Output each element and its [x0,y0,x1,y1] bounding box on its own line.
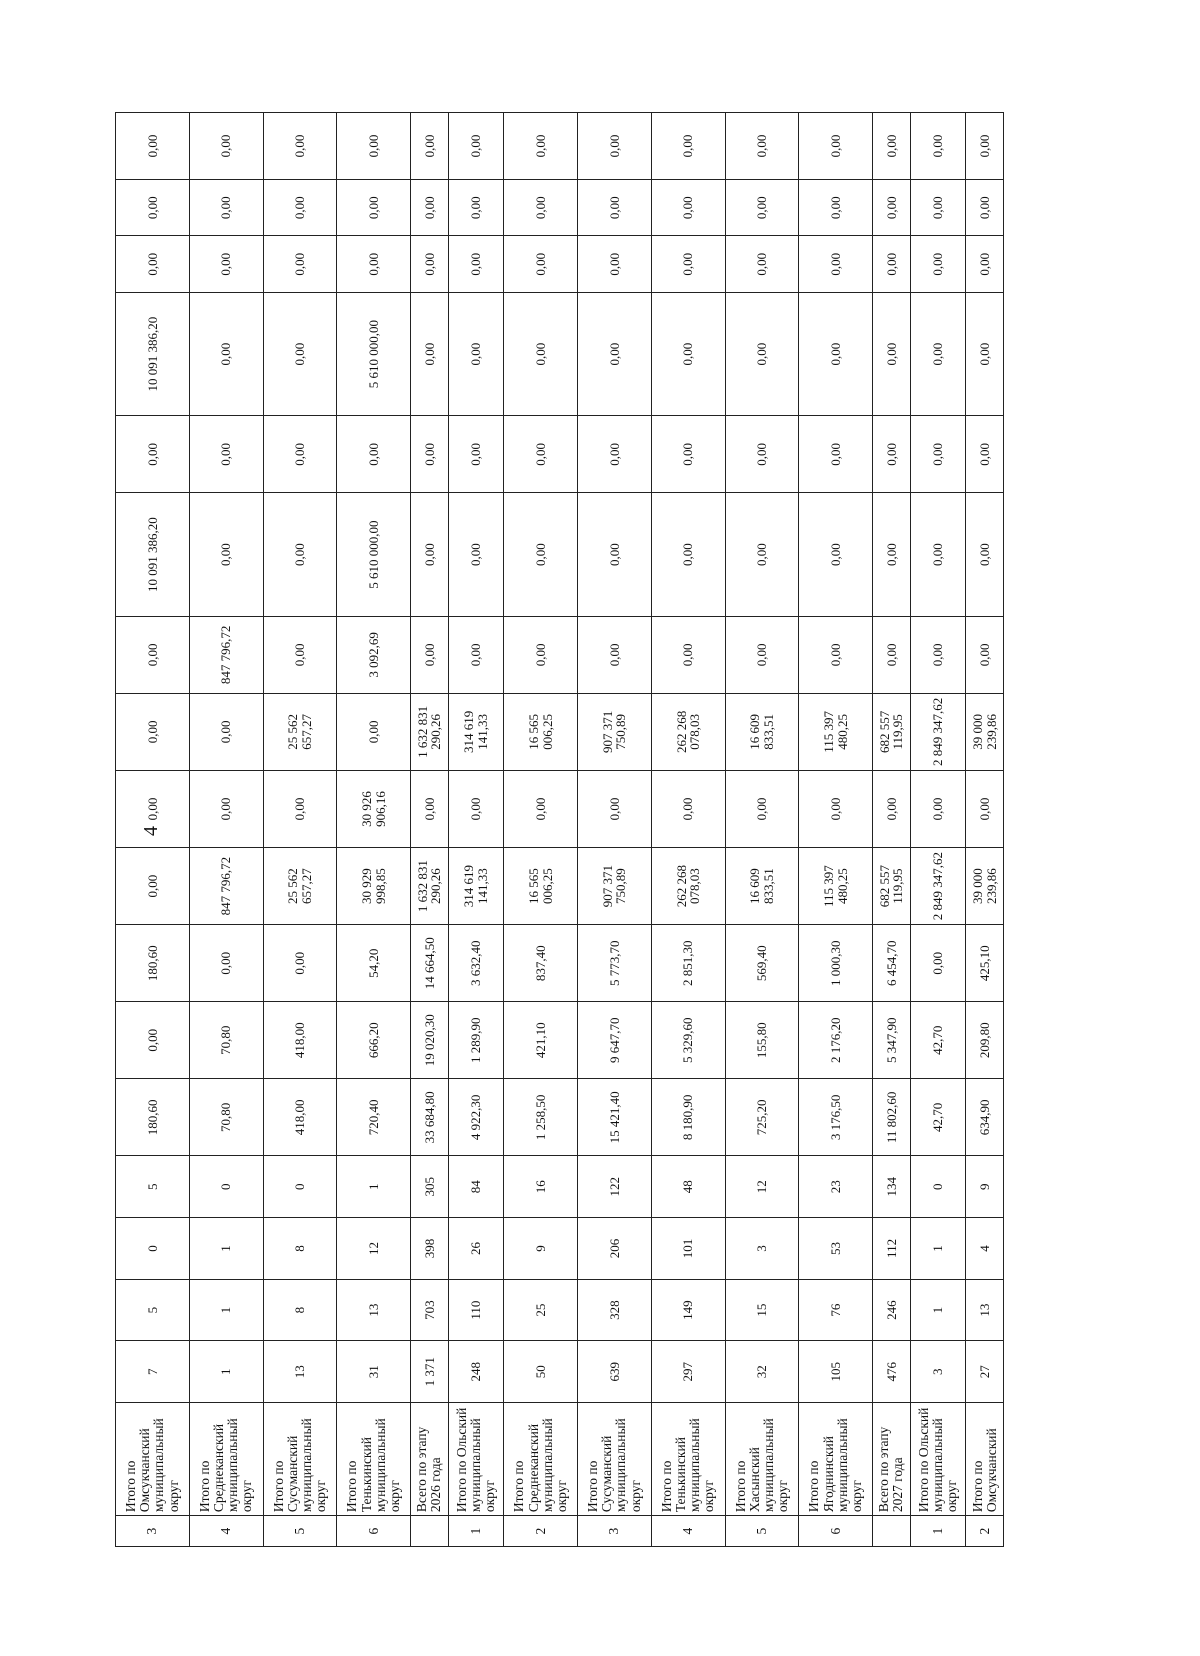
value-cell: 476 [873,1341,911,1403]
value-cell: 0,00 [337,113,411,180]
value-cell: 0,00 [116,770,190,847]
value-cell: 9 647,70 [578,1002,652,1079]
value-cell: 13 [966,1279,1004,1341]
row-number: 4 [189,1516,263,1547]
value-cell: 0,00 [337,416,411,493]
value-cell: 3 [910,1341,966,1403]
value-cell: 0,00 [263,925,337,1002]
value-cell: 0,00 [504,416,578,493]
value-cell: 314 619 141,33 [448,848,504,925]
table-row [504,113,578,1547]
value-cell: 0,00 [411,113,449,180]
value-cell: 0,00 [189,925,263,1002]
value-cell: 2 849 347,62 [910,693,966,770]
value-cell: 0,00 [651,113,725,180]
value-cell: 1 258,50 [504,1079,578,1156]
value-cell: 0,00 [263,770,337,847]
value-cell: 0,00 [799,616,873,693]
value-cell: 0,00 [651,770,725,847]
value-cell: 1 632 831 290,26 [411,693,449,770]
value-cell: 5 773,70 [578,925,652,1002]
value-cell: 180,60 [116,1079,190,1156]
value-cell: 1 371 [411,1341,449,1403]
value-cell: 5 [116,1156,190,1218]
value-cell: 0,00 [411,493,449,616]
row-label: Итого по Омсукчанский муниципальный округ [116,1403,190,1516]
value-cell: 115 397 480,25 [799,848,873,925]
value-cell: 25 562 657,27 [263,693,337,770]
value-cell: 0,00 [448,179,504,236]
value-cell: 3 176,50 [799,1079,873,1156]
table-row [651,113,725,1547]
value-cell: 6 454,70 [873,925,911,1002]
value-cell: 5 610 000,00 [337,292,411,415]
value-cell: 262 268 078,03 [651,848,725,925]
value-cell: 0,00 [337,236,411,293]
value-cell: 0,00 [504,493,578,616]
value-cell: 666,20 [337,1002,411,1079]
value-cell: 0,00 [116,179,190,236]
value-cell: 0,00 [411,416,449,493]
value-cell: 682 557 119,95 [873,693,911,770]
value-cell: 0,00 [448,416,504,493]
value-cell: 84 [448,1156,504,1218]
value-cell: 425,10 [966,925,1004,1002]
value-cell: 0,00 [116,848,190,925]
value-cell: 0,00 [578,416,652,493]
value-cell: 0,00 [799,179,873,236]
value-cell: 246 [873,1279,911,1341]
row-label: Итого по Сусуманский муниципальный округ [263,1403,337,1516]
value-cell: 0,00 [725,416,799,493]
value-cell: 1 [189,1341,263,1403]
value-cell: 0,00 [725,113,799,180]
value-cell: 105 [799,1341,873,1403]
value-cell: 0,00 [504,616,578,693]
value-cell: 847 796,72 [189,848,263,925]
value-cell: 42,70 [910,1002,966,1079]
value-cell: 0 [910,1156,966,1218]
value-cell: 0,00 [910,925,966,1002]
row-number: 2 [504,1516,578,1547]
value-cell: 134 [873,1156,911,1218]
value-cell: 703 [411,1279,449,1341]
value-cell: 634,90 [966,1079,1004,1156]
value-cell: 0,00 [966,292,1004,415]
value-cell: 0,00 [966,236,1004,293]
value-cell: 0,00 [873,292,911,415]
value-cell: 0,00 [578,616,652,693]
value-cell: 0,00 [411,616,449,693]
row-number [873,1516,911,1547]
value-cell: 0,00 [189,416,263,493]
value-cell: 0,00 [651,493,725,616]
value-cell: 4 922,30 [448,1079,504,1156]
value-cell: 0,00 [578,113,652,180]
value-cell: 0,00 [337,693,411,770]
value-cell: 0,00 [578,292,652,415]
value-cell: 1 [910,1279,966,1341]
value-cell: 19 020,30 [411,1002,449,1079]
value-cell: 0,00 [799,493,873,616]
value-cell: 0,00 [116,113,190,180]
value-cell: 0,00 [578,179,652,236]
value-cell: 1 [189,1279,263,1341]
value-cell: 33 684,80 [411,1079,449,1156]
value-cell: 12 [337,1218,411,1280]
value-cell: 10 091 386,20 [116,292,190,415]
value-cell: 0,00 [116,416,190,493]
row-number: 5 [725,1516,799,1547]
value-cell: 0,00 [448,236,504,293]
row-number: 6 [799,1516,873,1547]
value-cell: 0,00 [725,236,799,293]
value-cell: 1 000,30 [799,925,873,1002]
value-cell: 0 [189,1156,263,1218]
value-cell: 0,00 [910,113,966,180]
value-cell: 720,40 [337,1079,411,1156]
value-cell: 0,00 [873,493,911,616]
table-row [411,113,449,1547]
value-cell: 53 [799,1218,873,1280]
value-cell: 297 [651,1341,725,1403]
value-cell: 9 [504,1218,578,1280]
table-row [337,113,411,1547]
value-cell: 837,40 [504,925,578,1002]
value-cell: 0,00 [189,113,263,180]
value-cell: 0,00 [411,292,449,415]
table-row [263,113,337,1547]
row-number: 2 [966,1516,1004,1547]
value-cell: 847 796,72 [189,616,263,693]
value-cell: 0,00 [504,236,578,293]
value-cell: 25 [504,1279,578,1341]
value-cell: 76 [799,1279,873,1341]
value-cell: 0,00 [966,179,1004,236]
value-cell: 0,00 [504,770,578,847]
value-cell: 155,80 [725,1002,799,1079]
value-cell: 0,00 [189,179,263,236]
rotated-table-container [115,112,1004,1547]
value-cell: 0,00 [651,236,725,293]
table-row [448,113,504,1547]
value-cell: 0,00 [966,616,1004,693]
value-cell: 0,00 [966,416,1004,493]
row-label: Итого по Тенькинский муниципальный округ [337,1403,411,1516]
row-label: Всего по этапу 2026 года [411,1403,449,1516]
row-label: Итого по Ольский муниципальный округ [448,1403,504,1516]
table-row [799,113,873,1547]
value-cell: 328 [578,1279,652,1341]
value-cell: 0,00 [910,493,966,616]
row-number: 5 [263,1516,337,1547]
value-cell: 0,00 [189,693,263,770]
value-cell: 418,00 [263,1002,337,1079]
value-cell: 0,00 [725,493,799,616]
row-label: Итого по Сусуманский муниципальный округ [578,1403,652,1516]
table-row [189,113,263,1547]
value-cell: 1 [337,1156,411,1218]
value-cell: 2 851,30 [651,925,725,1002]
value-cell: 12 [725,1156,799,1218]
value-cell: 13 [263,1341,337,1403]
value-cell: 0,00 [189,292,263,415]
table-row [116,113,190,1547]
value-cell: 725,20 [725,1079,799,1156]
value-cell: 0,00 [448,616,504,693]
value-cell: 16 [504,1156,578,1218]
table-row [725,113,799,1547]
value-cell: 0,00 [116,693,190,770]
value-cell: 112 [873,1218,911,1280]
value-cell: 0,00 [651,416,725,493]
value-cell: 907 371 750,89 [578,693,652,770]
value-cell: 5 [116,1279,190,1341]
value-cell: 0,00 [504,179,578,236]
value-cell: 0,00 [910,770,966,847]
value-cell: 0,00 [873,113,911,180]
value-cell: 0,00 [910,616,966,693]
value-cell: 0,00 [263,493,337,616]
value-cell: 1 632 831 290,26 [411,848,449,925]
page-number-label: 4 [140,826,162,836]
table-row [578,113,652,1547]
value-cell: 0,00 [504,292,578,415]
value-cell: 0,00 [873,179,911,236]
value-cell: 48 [651,1156,725,1218]
value-cell: 3 092,69 [337,616,411,693]
value-cell: 206 [578,1218,652,1280]
value-cell: 1 289,90 [448,1002,504,1079]
row-label: Итого по Среднеканский муниципальный округ [189,1403,263,1516]
value-cell: 0,00 [910,416,966,493]
value-cell: 1 [189,1218,263,1280]
value-cell: 4 [966,1218,1004,1280]
value-cell: 180,60 [116,925,190,1002]
value-cell: 16 609 833,51 [725,848,799,925]
value-cell: 0,00 [504,113,578,180]
value-cell: 39 000 239,86 [966,693,1004,770]
value-cell: 0,00 [873,236,911,293]
value-cell: 0,00 [116,1002,190,1079]
value-cell: 209,80 [966,1002,1004,1079]
value-cell: 3 [725,1218,799,1280]
table-row [873,113,911,1547]
value-cell: 569,40 [725,925,799,1002]
row-number: 6 [337,1516,411,1547]
value-cell: 0,00 [725,616,799,693]
value-cell: 0,00 [910,179,966,236]
value-cell: 0 [263,1156,337,1218]
value-cell: 15 421,40 [578,1079,652,1156]
value-cell: 0,00 [448,493,504,616]
value-cell: 7 [116,1341,190,1403]
value-cell: 16 565 006,25 [504,848,578,925]
row-label: Итого по Ольский муниципальный округ [910,1403,966,1516]
value-cell: 0,00 [411,770,449,847]
value-cell: 25 562 657,27 [263,848,337,925]
value-cell: 0 [116,1218,190,1280]
row-label: Итого по Ягоднинский муниципальный округ [799,1403,873,1516]
value-cell: 0,00 [910,236,966,293]
value-cell: 14 664,50 [411,925,449,1002]
value-cell: 0,00 [799,292,873,415]
value-cell: 101 [651,1218,725,1280]
row-number: 1 [448,1516,504,1547]
value-cell: 11 802,60 [873,1079,911,1156]
value-cell: 16 609 833,51 [725,693,799,770]
value-cell: 682 557 119,95 [873,848,911,925]
value-cell: 13 [337,1279,411,1341]
value-cell: 10 091 386,20 [116,493,190,616]
row-label: Итого по Среднеканский муниципальный округ [504,1403,578,1516]
value-cell: 32 [725,1341,799,1403]
value-cell: 1 [910,1218,966,1280]
value-cell: 70,80 [189,1079,263,1156]
value-cell: 23 [799,1156,873,1218]
value-cell: 8 [263,1218,337,1280]
value-cell: 39 000 239,86 [966,848,1004,925]
value-cell: 0,00 [411,179,449,236]
data-table [115,112,1004,1547]
value-cell: 8 180,90 [651,1079,725,1156]
value-cell: 27 [966,1341,1004,1403]
row-label: Всего по этапу 2027 года [873,1403,911,1516]
value-cell: 149 [651,1279,725,1341]
value-cell: 0,00 [578,493,652,616]
row-label: Итого по Тенькинский муниципальный округ [651,1403,725,1516]
value-cell: 0,00 [263,416,337,493]
value-cell: 0,00 [263,113,337,180]
value-cell: 16 565 006,25 [504,693,578,770]
table-row [966,113,1004,1547]
value-cell: 0,00 [966,770,1004,847]
value-cell: 421,10 [504,1002,578,1079]
value-cell: 0,00 [411,236,449,293]
value-cell: 110 [448,1279,504,1341]
value-cell: 115 397 480,25 [799,693,873,770]
row-label: Итого по Хасынский муниципальный округ [725,1403,799,1516]
value-cell: 248 [448,1341,504,1403]
value-cell: 5 329,60 [651,1002,725,1079]
value-cell: 31 [337,1341,411,1403]
value-cell: 0,00 [910,292,966,415]
row-number: 4 [651,1516,725,1547]
value-cell: 0,00 [263,616,337,693]
value-cell: 0,00 [263,292,337,415]
value-cell: 0,00 [799,770,873,847]
row-number [411,1516,449,1547]
value-cell: 50 [504,1341,578,1403]
value-cell: 262 268 078,03 [651,693,725,770]
row-number: 3 [578,1516,652,1547]
value-cell: 5 347,90 [873,1002,911,1079]
row-number: 3 [116,1516,190,1547]
value-cell: 30 929 998,85 [337,848,411,925]
value-cell: 0,00 [873,770,911,847]
value-cell: 0,00 [966,493,1004,616]
value-cell: 54,20 [337,925,411,1002]
value-cell: 5 610 000,00 [337,493,411,616]
value-cell: 0,00 [799,236,873,293]
value-cell: 0,00 [189,236,263,293]
value-cell: 0,00 [263,236,337,293]
row-label: Итого по Омсукчанский [966,1403,1004,1516]
value-cell: 0,00 [651,292,725,415]
value-cell: 0,00 [799,416,873,493]
value-cell: 0,00 [448,292,504,415]
value-cell: 0,00 [966,113,1004,180]
value-cell: 0,00 [116,236,190,293]
value-cell: 42,70 [910,1079,966,1156]
value-cell: 9 [966,1156,1004,1218]
value-cell: 0,00 [578,770,652,847]
value-cell: 0,00 [189,493,263,616]
value-cell: 3 632,40 [448,925,504,1002]
value-cell: 70,80 [189,1002,263,1079]
value-cell: 0,00 [189,770,263,847]
value-cell: 30 926 906,16 [337,770,411,847]
value-cell: 0,00 [116,616,190,693]
value-cell: 398 [411,1218,449,1280]
value-cell: 0,00 [651,616,725,693]
value-cell: 0,00 [448,770,504,847]
value-cell: 8 [263,1279,337,1341]
value-cell: 0,00 [799,113,873,180]
value-cell: 0,00 [725,770,799,847]
value-cell: 0,00 [873,616,911,693]
value-cell: 907 371 750,89 [578,848,652,925]
value-cell: 26 [448,1218,504,1280]
table-row [910,113,966,1547]
value-cell: 0,00 [651,179,725,236]
value-cell: 0,00 [873,416,911,493]
value-cell: 639 [578,1341,652,1403]
row-number: 1 [910,1516,966,1547]
value-cell: 0,00 [578,236,652,293]
value-cell: 122 [578,1156,652,1218]
value-cell: 0,00 [337,179,411,236]
value-cell: 0,00 [263,179,337,236]
value-cell: 2 176,20 [799,1002,873,1079]
value-cell: 2 849 347,62 [910,848,966,925]
value-cell: 314 619 141,33 [448,693,504,770]
value-cell: 305 [411,1156,449,1218]
value-cell: 0,00 [725,179,799,236]
value-cell: 15 [725,1279,799,1341]
value-cell: 418,00 [263,1079,337,1156]
value-cell: 0,00 [448,113,504,180]
value-cell: 0,00 [725,292,799,415]
